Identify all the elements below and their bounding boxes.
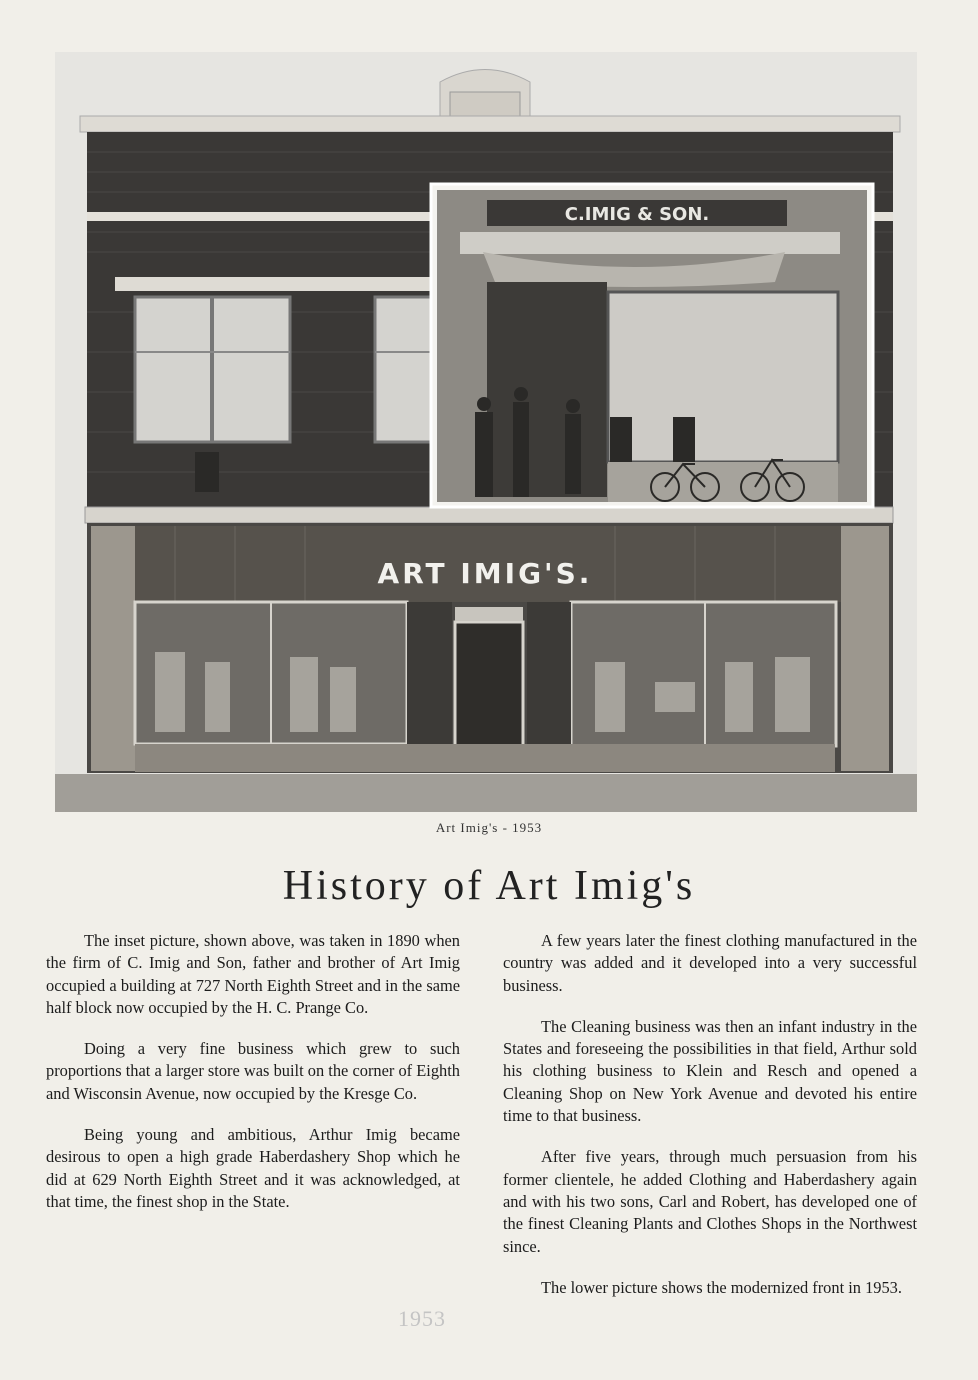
paragraph: Doing a very fine business which grew to such proportions that a larger store was built on the corner of Eighth and Wisconsin Avenue, now occupied by the Kresge Co. bbox=[46, 1039, 460, 1103]
paragraph: After five years, through much persuasion from his former clientele, he added Clothing and Haberdashery again and with his two sons, Carl and Robert, has developed one of the finest Cleaning Plants and Clothes Shops in the Northwest since. bbox=[503, 1147, 917, 1256]
store-sign-text: ART IMIG'S. bbox=[377, 557, 593, 590]
paragraph: The lower picture shows the modernized front in 1953. bbox=[541, 1277, 902, 1297]
inset-sign-text: C.IMIG & SON. bbox=[564, 204, 710, 225]
paragraph: The Cleaning business was then an infant industry in the States and foreseeing the possibilities in that field, Arthur sold his clothing business to Klein and Resch and opened a Cleaning Shop on New York Avenue and devoted his entire time to that business. bbox=[503, 1016, 917, 1126]
page-number: 1953 bbox=[398, 1306, 446, 1331]
paragraph: A few years later the finest clothing manufactured in the country was added and it developed into a very successful business. bbox=[503, 931, 917, 995]
page-title: History of Art Imig's bbox=[282, 863, 696, 909]
left-column bbox=[46, 930, 460, 1232]
right-column bbox=[503, 930, 917, 1318]
photo-caption: Art Imig's - 1953 bbox=[435, 820, 543, 835]
paragraph: The inset picture, shown above, was taken in 1890 when the firm of C. Imig and Son, father and brother of Art Imig occupied a building at 727 North Eighth Street and in the same half block now occupied by the H. C. Prange Co. bbox=[46, 931, 460, 1017]
storefront-photo bbox=[55, 52, 917, 812]
paragraph: Being young and ambitious, Arthur Imig became desirous to open a high grade Haberdashery Shop which he did at 629 North Eighth Street and it was acknowledged, at that time, the finest shop in the State. bbox=[46, 1125, 460, 1211]
